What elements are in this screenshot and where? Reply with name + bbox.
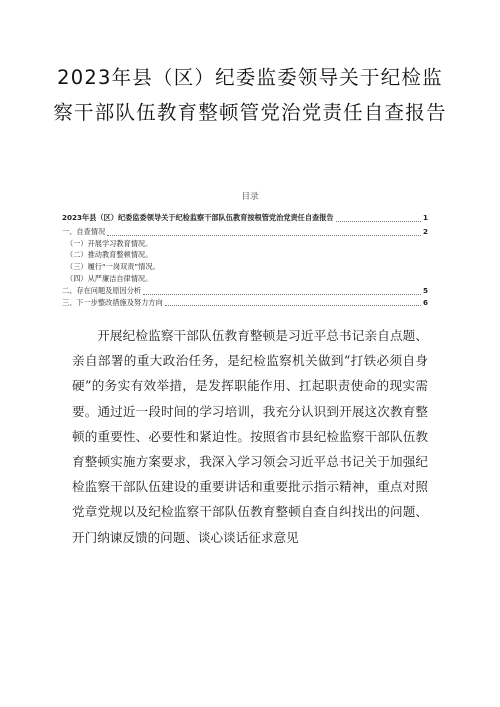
toc-entry-text: （一）开展学习教育情况。 (66, 238, 153, 248)
toc-dot-leader (336, 216, 421, 222)
toc-entry[interactable] (62, 274, 428, 286)
toc-entry-text: （四）从严廉洁自律情况。 (66, 273, 153, 283)
toc-entry[interactable] (62, 298, 428, 310)
toc-page-number: 6 (422, 297, 428, 307)
body-paragraph: 开展纪检监察干部队伍教育整顿是习近平总书记亲自点题、亲自部署的重大政治任务，是纪检监察机关做到“打铁必须自身硬”的务实有效举措，是发挥职能作用、扛起职责使命的现实需要。通过近一段时间的学习培训，我充分认识到开展这次教育整顿的重要性、必要性和紧迫性。按照省市县纪检监察干部队伍教育整顿实施方案要求，我深入学习领会习近平总书记关于加强纪检监察干部队伍建设的重要讲话和重要批示指示精神，重点对照党章党规以及纪检监察干部队伍教育整顿自查自纠找出的问题、开门纳谏反馈的问题、谈心谈话征求意见 (72, 328, 428, 545)
toc-entry-text: 二、存在问题及原因分析 (62, 285, 142, 295)
toc-page-number: 1 (422, 213, 428, 222)
toc-entry-text: （二）推动教育整顿情况。 (66, 250, 153, 260)
toc-dot-leader (165, 300, 421, 306)
toc-entry-text: （三）履行“一岗双责”情况。 (66, 262, 160, 272)
table-of-contents (62, 208, 428, 309)
toc-entry-text: 2023年县（区）纪委监委领导关于纪检监察干部队伍教育按根管党治党责任自查报告 (62, 213, 334, 222)
document-title: 2023年县（区）纪委监委领导关于纪检监察干部队伍教育整顿管党治党责任自查报告 (53, 66, 447, 124)
toc-entry[interactable] (62, 250, 428, 262)
document-body (72, 323, 428, 550)
toc-dot-leader (107, 230, 421, 236)
toc-dot-leader (143, 289, 421, 295)
toc-heading: 目录 (241, 192, 259, 202)
toc-entry[interactable] (62, 262, 428, 274)
toc-entry[interactable] (62, 286, 428, 298)
toc-entry[interactable] (62, 213, 428, 225)
toc-page-number: 2 (422, 226, 428, 236)
toc-entry[interactable] (62, 227, 428, 239)
toc-page-number: 5 (422, 285, 428, 295)
toc-entry[interactable] (62, 239, 428, 251)
toc-entry-text: 三、下一步整改措施及努力方向 (62, 297, 163, 307)
toc-entry-text: 一、自查情况 (62, 226, 106, 236)
